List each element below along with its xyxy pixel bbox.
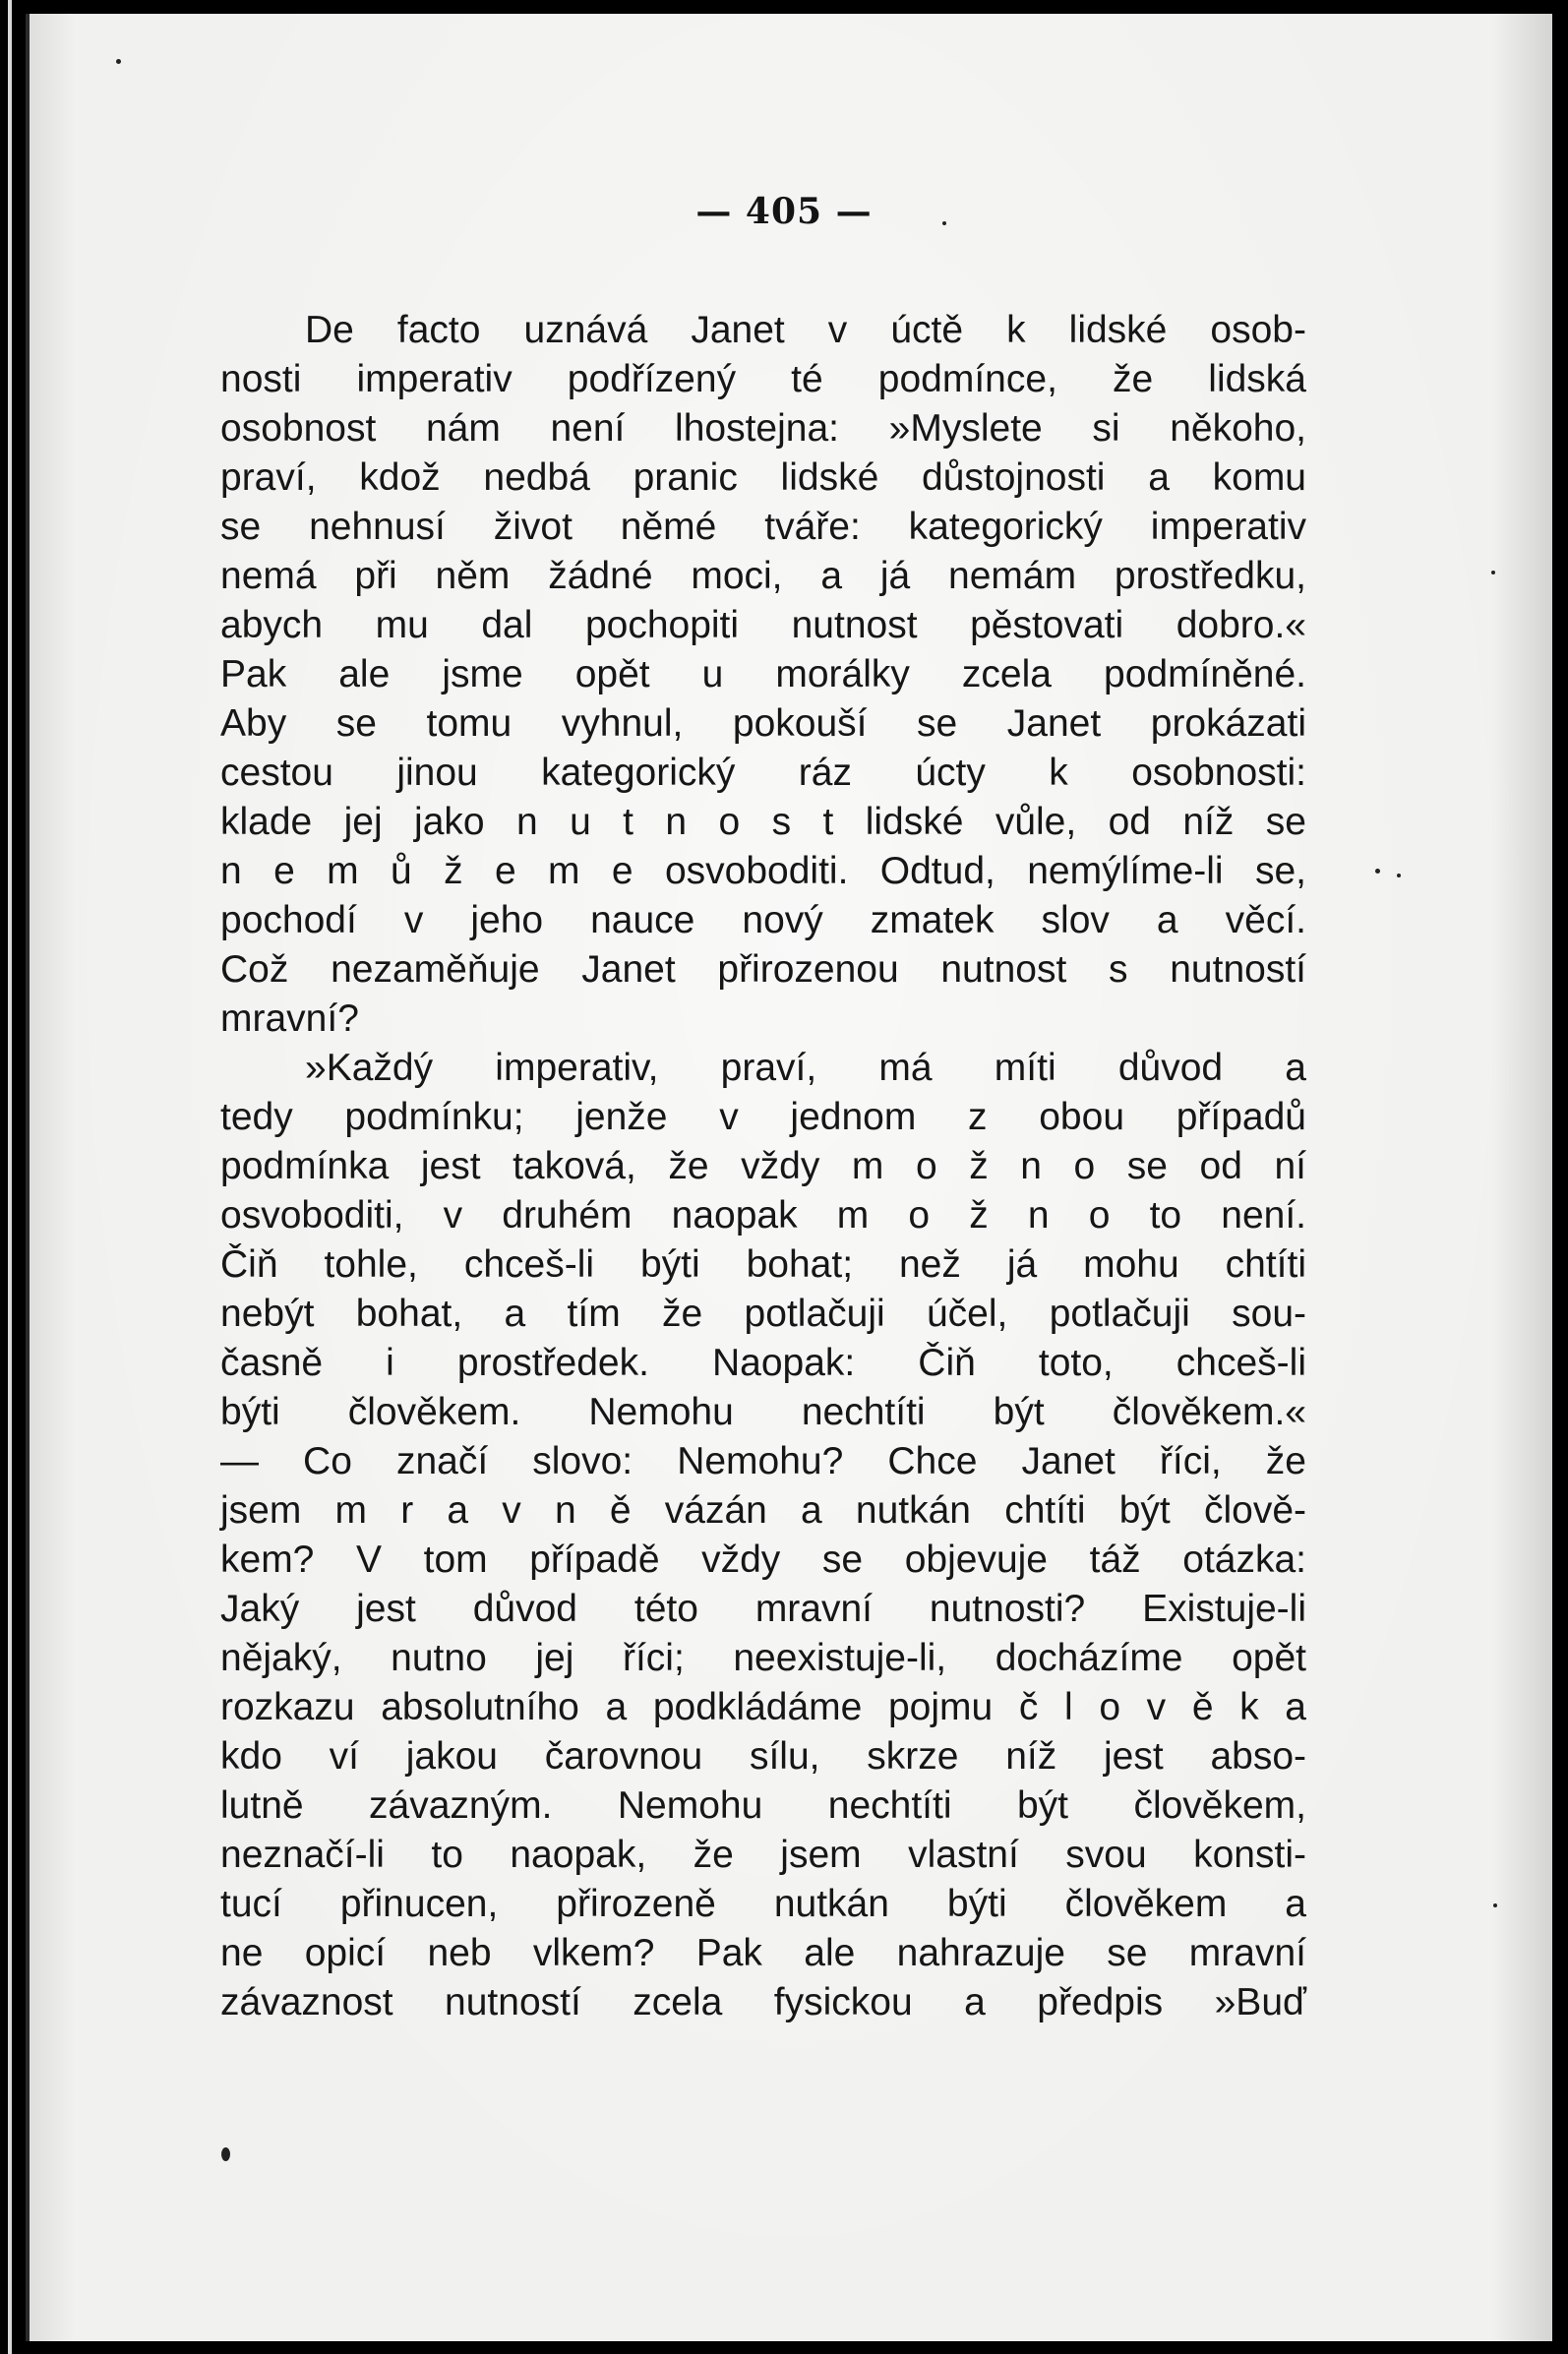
text-line: lutně závazným. Nemohu nechtíti být člověkem, bbox=[220, 1784, 1306, 1827]
text-line: abych mu dal pochopiti nutnost pěstovati dobro.« bbox=[220, 604, 1306, 646]
text-line: »Každý imperativ, praví, má míti důvod a bbox=[305, 1047, 1306, 1089]
text-line: pochodí v jeho nauce nový zmatek slov a věcí. bbox=[220, 899, 1306, 941]
text-line: Čiň tohle, chceš-li býti bohat; než já mohu chtíti bbox=[220, 1243, 1306, 1286]
scan-speck bbox=[1397, 874, 1401, 877]
text-line: rozkazu absolutního a podkládáme pojmu č l o v ě k a bbox=[220, 1686, 1306, 1728]
text-line: Pak ale jsme opět u morálky zcela podmíněné. bbox=[220, 653, 1306, 695]
text-line: kdo ví jakou čarovnou sílu, skrze níž jest abso- bbox=[220, 1735, 1306, 1778]
text-line: cestou jinou kategorický ráz úcty k osobnosti: bbox=[220, 752, 1306, 794]
text-line: nosti imperativ podřízený té podmínce, že lidská bbox=[220, 358, 1306, 400]
text-line: podmínka jest taková, že vždy m o ž n o se od ní bbox=[220, 1145, 1306, 1187]
text-line: nebýt bohat, a tím že potlačuji účel, potlačuji sou- bbox=[220, 1293, 1306, 1335]
scan-speck bbox=[116, 59, 121, 64]
text-line: neznačí-li to naopak, že jsem vlastní svou konsti- bbox=[220, 1834, 1306, 1876]
text-line: — Co značí slovo: Nemohu? Chce Janet říci, že bbox=[220, 1440, 1306, 1482]
text-line: se nehnusí život němé tváře: kategorický imperativ bbox=[220, 506, 1306, 548]
text-line: Jaký jest důvod této mravní nutnosti? Existuje-li bbox=[220, 1588, 1306, 1630]
text-line: osobnost nám není lhostejna: »Myslete si někoho, bbox=[220, 407, 1306, 450]
text-line: praví, kdož nedbá pranic lidské důstojnosti a komu bbox=[220, 456, 1306, 499]
text-line: Aby se tomu vyhnul, pokouší se Janet prokázati bbox=[220, 702, 1306, 745]
text-line: nemá při něm žádné moci, a já nemám prostředku, bbox=[220, 555, 1306, 597]
text-line: ne opicí neb vlkem? Pak ale nahrazuje se mravní bbox=[220, 1932, 1306, 1974]
text-line: časně i prostředek. Naopak: Čiň toto, chceš-li bbox=[220, 1342, 1306, 1384]
scan-speck bbox=[942, 221, 946, 225]
scan-speck bbox=[1491, 571, 1495, 574]
text-line: jsem m r a v n ě vázán a nutkán chtíti být člově- bbox=[220, 1489, 1306, 1532]
binding-edge bbox=[8, 0, 12, 2354]
scan-speck bbox=[221, 2147, 230, 2161]
page-number: — 405 — bbox=[695, 191, 873, 232]
text-line: závaznost nutností zcela fysickou a předpis »Buď bbox=[220, 1981, 1306, 2023]
text-line: kem? V tom případě vždy se objevuje táž otázka: bbox=[220, 1539, 1306, 1581]
text-line: býti člověkem. Nemohu nechtíti být člověkem.« bbox=[220, 1391, 1306, 1433]
text-line: osvoboditi, v druhém naopak m o ž n o to není. bbox=[220, 1194, 1306, 1237]
text-line: n e m ů ž e m e osvoboditi. Odtud, nemýlíme-li se, bbox=[220, 850, 1306, 892]
text-line: Což nezaměňuje Janet přirozenou nutnost s nutností bbox=[220, 948, 1306, 991]
text-line: tedy podmínku; jenže v jednom z obou případů bbox=[220, 1096, 1306, 1138]
text-line: De facto uznává Janet v úctě k lidské osob- bbox=[305, 309, 1306, 351]
scan-speck bbox=[1375, 869, 1380, 874]
scan-speck bbox=[1493, 1903, 1497, 1907]
text-line: nějaký, nutno jej říci; neexistuje-li, docházíme opět bbox=[220, 1637, 1306, 1679]
text-line: klade jej jako n u t n o s t lidské vůle, od níž se bbox=[220, 801, 1306, 843]
text-line: mravní? bbox=[220, 997, 359, 1040]
text-line: tucí přinucen, přirozeně nutkán býti člověkem a bbox=[220, 1883, 1306, 1925]
body-text bbox=[220, 306, 1306, 2027]
